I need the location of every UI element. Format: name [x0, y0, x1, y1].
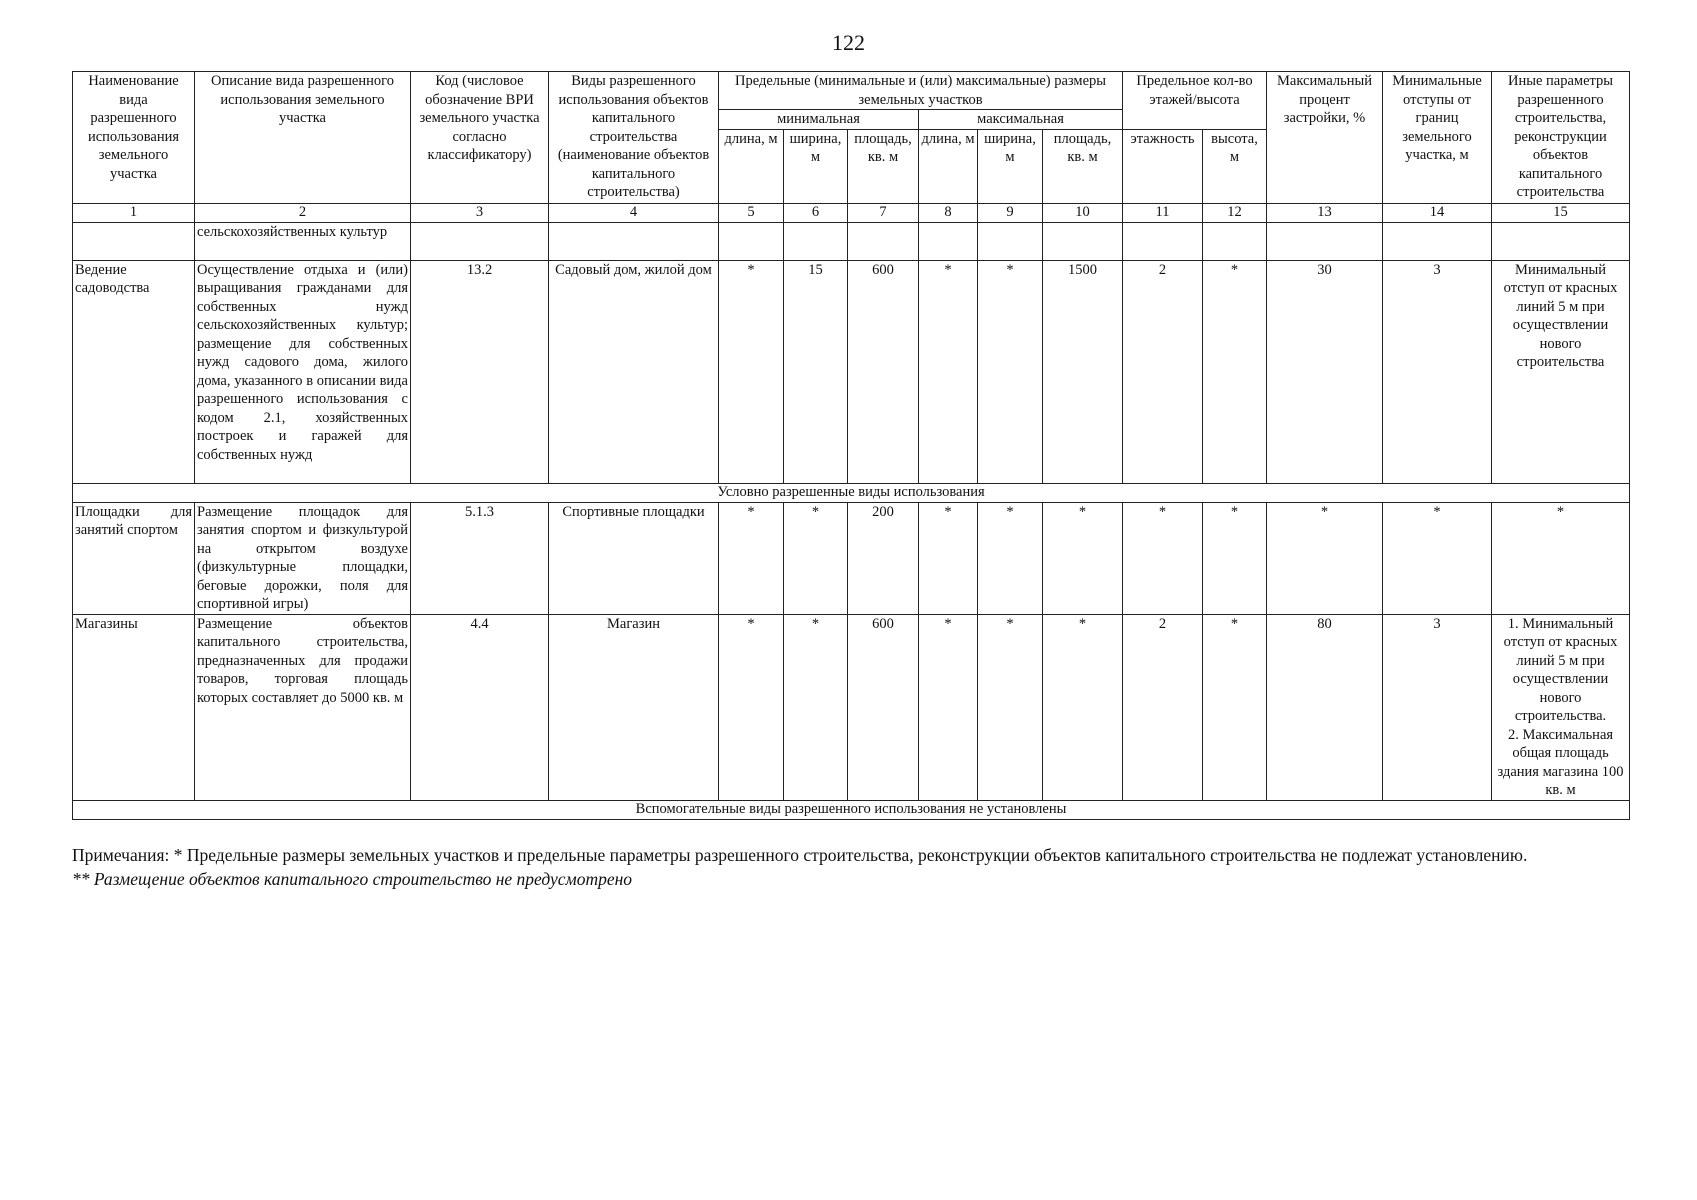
header-objects: Виды разрешенного использования объектов капитального строительства (наименование объектов капитального строительства)	[549, 72, 719, 204]
cell-height: *	[1203, 502, 1267, 614]
row-name: Ведение садоводства	[73, 260, 195, 483]
column-number: 1	[73, 203, 195, 222]
cell-max-length: *	[919, 502, 978, 614]
row-description: Размещение объектов капитального строительства, предназначенных для продажи товаров, торговая площадь которых составляет до 5000 кв. м	[195, 614, 411, 800]
cell-floors: 2	[1123, 614, 1203, 800]
cell-max-length: *	[919, 260, 978, 483]
cell-max-width: *	[978, 502, 1043, 614]
cell-max-coverage: *	[1267, 502, 1383, 614]
cell-min-setback: *	[1383, 502, 1492, 614]
section-conditional-title: Условно разрешенные виды использования	[73, 483, 1630, 502]
column-number: 15	[1492, 203, 1630, 222]
header-plot-sizes: Предельные (минимальные и (или) максимальные) размеры земельных участков	[719, 72, 1123, 110]
column-number: 9	[978, 203, 1043, 222]
continuation-row	[73, 222, 1630, 260]
cell-min-area: 600	[848, 614, 919, 800]
header-maximum: максимальная	[919, 110, 1123, 130]
header-row-1	[73, 72, 1630, 110]
cell-min-setback: 3	[1383, 614, 1492, 800]
cell-min-width: *	[784, 614, 848, 800]
cell-max-width: *	[978, 260, 1043, 483]
header-max-length: длина, м	[919, 129, 978, 203]
cell-min-width: 15	[784, 260, 848, 483]
header-max-area: площадь, кв. м	[1043, 129, 1123, 203]
row-code: 13.2	[411, 260, 549, 483]
note-2: ** Размещение объектов капитального строительство не предусмотрено	[72, 869, 633, 889]
header-other-params: Иные параметры разрешенного строительства, реконструкции объектов капитального строительства	[1492, 72, 1630, 204]
cell-min-setback: 3	[1383, 260, 1492, 483]
row-name: Магазины	[73, 614, 195, 800]
cell-min-area: 600	[848, 260, 919, 483]
section-auxiliary-title: Вспомогательные виды разрешенного использования не установлены	[73, 800, 1630, 819]
section-auxiliary-row	[73, 800, 1630, 819]
row-name: Площадки для занятий спортом	[73, 502, 195, 614]
column-number: 6	[784, 203, 848, 222]
header-floors-height: Предельное кол-во этажей/высота	[1123, 72, 1267, 130]
header-max-width: ширина, м	[978, 129, 1043, 203]
column-number: 10	[1043, 203, 1123, 222]
row-objects: Садовый дом, жилой дом	[549, 260, 719, 483]
column-number: 8	[919, 203, 978, 222]
column-number-row	[73, 203, 1630, 222]
cell-max-area: 1500	[1043, 260, 1123, 483]
cell-floors: *	[1123, 502, 1203, 614]
notes	[72, 843, 1632, 891]
cell-height: *	[1203, 614, 1267, 800]
cell-max-area: *	[1043, 502, 1123, 614]
cell-min-length: *	[719, 614, 784, 800]
table-row	[73, 502, 1630, 614]
cell-min-length: *	[719, 260, 784, 483]
section-conditional-row	[73, 483, 1630, 502]
cell-max-coverage: 80	[1267, 614, 1383, 800]
column-number: 11	[1123, 203, 1203, 222]
column-number: 4	[549, 203, 719, 222]
other-params-item: 2. Максимальная общая площадь здания магазина 100 кв. м	[1497, 726, 1624, 798]
header-code: Код (числовое обозначение ВРИ земельного участка согласно классификатору)	[411, 72, 549, 204]
header-min-setbacks: Минимальные отступы от границ земельного участка, м	[1383, 72, 1492, 204]
column-number: 14	[1383, 203, 1492, 222]
cell-max-area: *	[1043, 614, 1123, 800]
cell-max-width: *	[978, 614, 1043, 800]
cell-max-coverage: 30	[1267, 260, 1383, 483]
column-number: 3	[411, 203, 549, 222]
page-number: 122	[832, 30, 865, 55]
cell-min-width: *	[784, 502, 848, 614]
header-name: Наименование вида разрешенного использования земельного участка	[73, 72, 195, 204]
cell-other-params: *	[1492, 502, 1630, 614]
cell-min-length: *	[719, 502, 784, 614]
header-min-area: площадь, кв. м	[848, 129, 919, 203]
row-description: Осуществление отдыха и (или) выращивания гражданами для собственных нужд сельскохозяйственных культур; размещение для собственных нужд садового дома, жилого дома, указанного в описании вида разрешенного использования с кодом 2.1, хозяйственных построек и гаражей для собственных нужд	[195, 260, 411, 483]
header-description: Описание вида разрешенного использования земельного участка	[195, 72, 411, 204]
row-code: 4.4	[411, 614, 549, 800]
table-row	[73, 614, 1630, 800]
header-max-coverage: Максимальный процент застройки, %	[1267, 72, 1383, 204]
column-number: 5	[719, 203, 784, 222]
cell-min-area: 200	[848, 502, 919, 614]
continuation-description: сельскохозяйственных культур	[195, 222, 411, 260]
cell-other-params	[1492, 614, 1630, 800]
cell-floors: 2	[1123, 260, 1203, 483]
column-number: 7	[848, 203, 919, 222]
column-number: 13	[1267, 203, 1383, 222]
header-min-length: длина, м	[719, 129, 784, 203]
header-min-width: ширина, м	[784, 129, 848, 203]
cell-height: *	[1203, 260, 1267, 483]
table-row	[73, 260, 1630, 483]
column-number: 2	[195, 203, 411, 222]
regulations-table	[72, 71, 1630, 820]
cell-max-length: *	[919, 614, 978, 800]
header-floors: этажность	[1123, 129, 1203, 203]
column-number: 12	[1203, 203, 1267, 222]
other-params-item: 1. Минимальный отступ от красных линий 5 м при осуществлении нового строительства.	[1503, 615, 1618, 724]
header-minimum: минимальная	[719, 110, 919, 130]
row-code: 5.1.3	[411, 502, 549, 614]
row-description: Размещение площадок для занятия спортом и физкультурой на открытом воздухе (физкультурные площадки, беговые дорожки, поля для спортивной игры)	[195, 502, 411, 614]
row-objects: Магазин	[549, 614, 719, 800]
header-height: высота, м	[1203, 129, 1267, 203]
cell-other-params: Минимальный отступ от красных линий 5 м при осуществлении нового строительства	[1492, 260, 1630, 483]
row-objects: Спортивные площадки	[549, 502, 719, 614]
note-1: Примечания: * Предельные размеры земельных участков и предельные параметры разрешенного строительства, реконструкции объектов капитального строительства не подлежат установлению.	[72, 845, 1528, 865]
